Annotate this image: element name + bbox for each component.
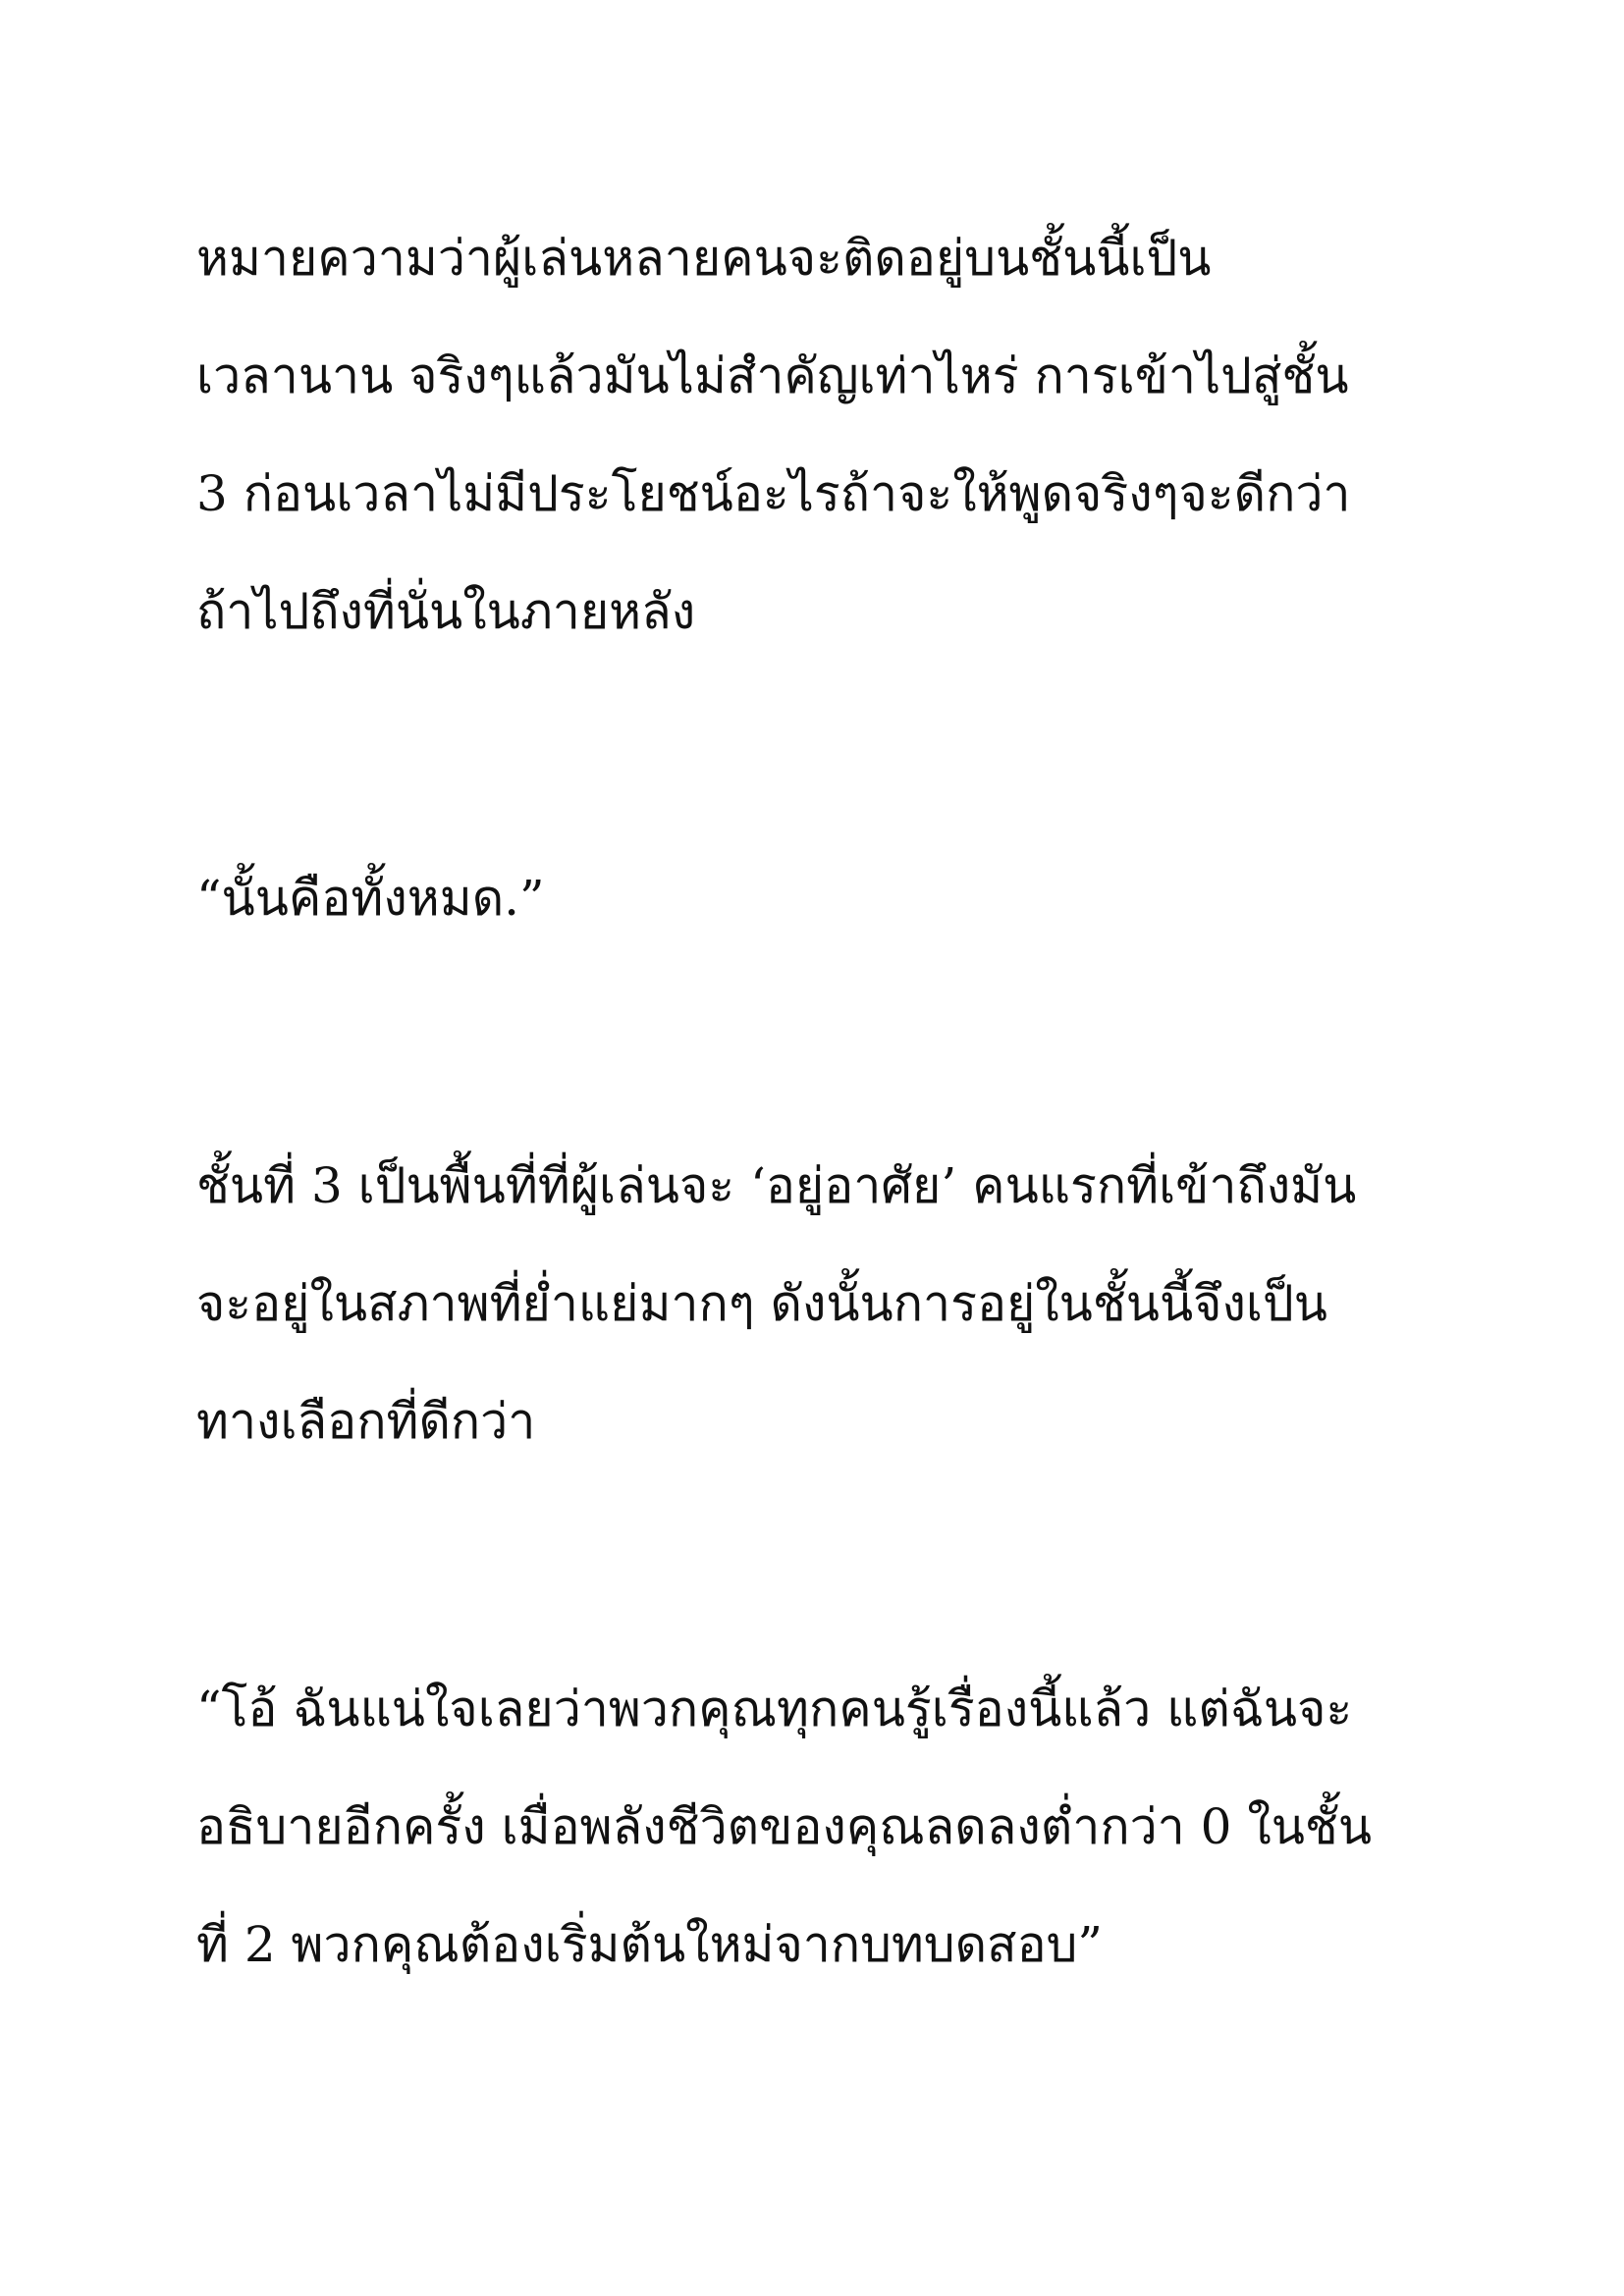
text-line: “นั้นคือทั้งหมด.” [196, 870, 545, 927]
text-line: จะอยู่ในสภาพที่ย่ำแย่มากๆ ดังนั้นการอยู่ในชั้นนี้จึงเป็น [196, 1275, 1327, 1332]
text-line: ชั้นที่ 3 เป็นพื้นที่ที่ผู้เล่นจะ ‘อยู่อาศัย’ คนแรกที่เข้าถึงมัน [196, 1157, 1357, 1214]
text-line: เวลานาน จริงๆแล้วมันไม่สำคัญเท่าไหร่ การเข้าไปสู่ชั้น [196, 347, 1349, 404]
text-line: 3 ก่อนเวลาไม่มีประโยชน์อะไรถ้าจะให้พูดจริงๆจะดีกว่า [196, 465, 1351, 522]
text-line: “โอ้ ฉันแน่ใจเลยว่าพวกคุณทุกคนรู้เรื่องนี้แล้ว แต่ฉันจะ [196, 1681, 1353, 1737]
text-line: อธิบายอีกครั้ง เมื่อพลังชีวิตของคุณลดลงต่ำกว่า 0 ในชั้น [196, 1798, 1373, 1855]
text-line: หมายความว่าผู้เล่นหลายคนจะติดอยู่บนชั้นนี้เป็น [196, 230, 1212, 287]
text-line: ทางเลือกที่ดีกว่า [196, 1393, 536, 1450]
text-line: ที่ 2 พวกคุณต้องเริ่มต้นใหม่จากบทบดสอบ” [196, 1916, 1103, 1973]
text-line: ถ้าไปถึงที่นั่นในภายหลัง [196, 583, 696, 640]
